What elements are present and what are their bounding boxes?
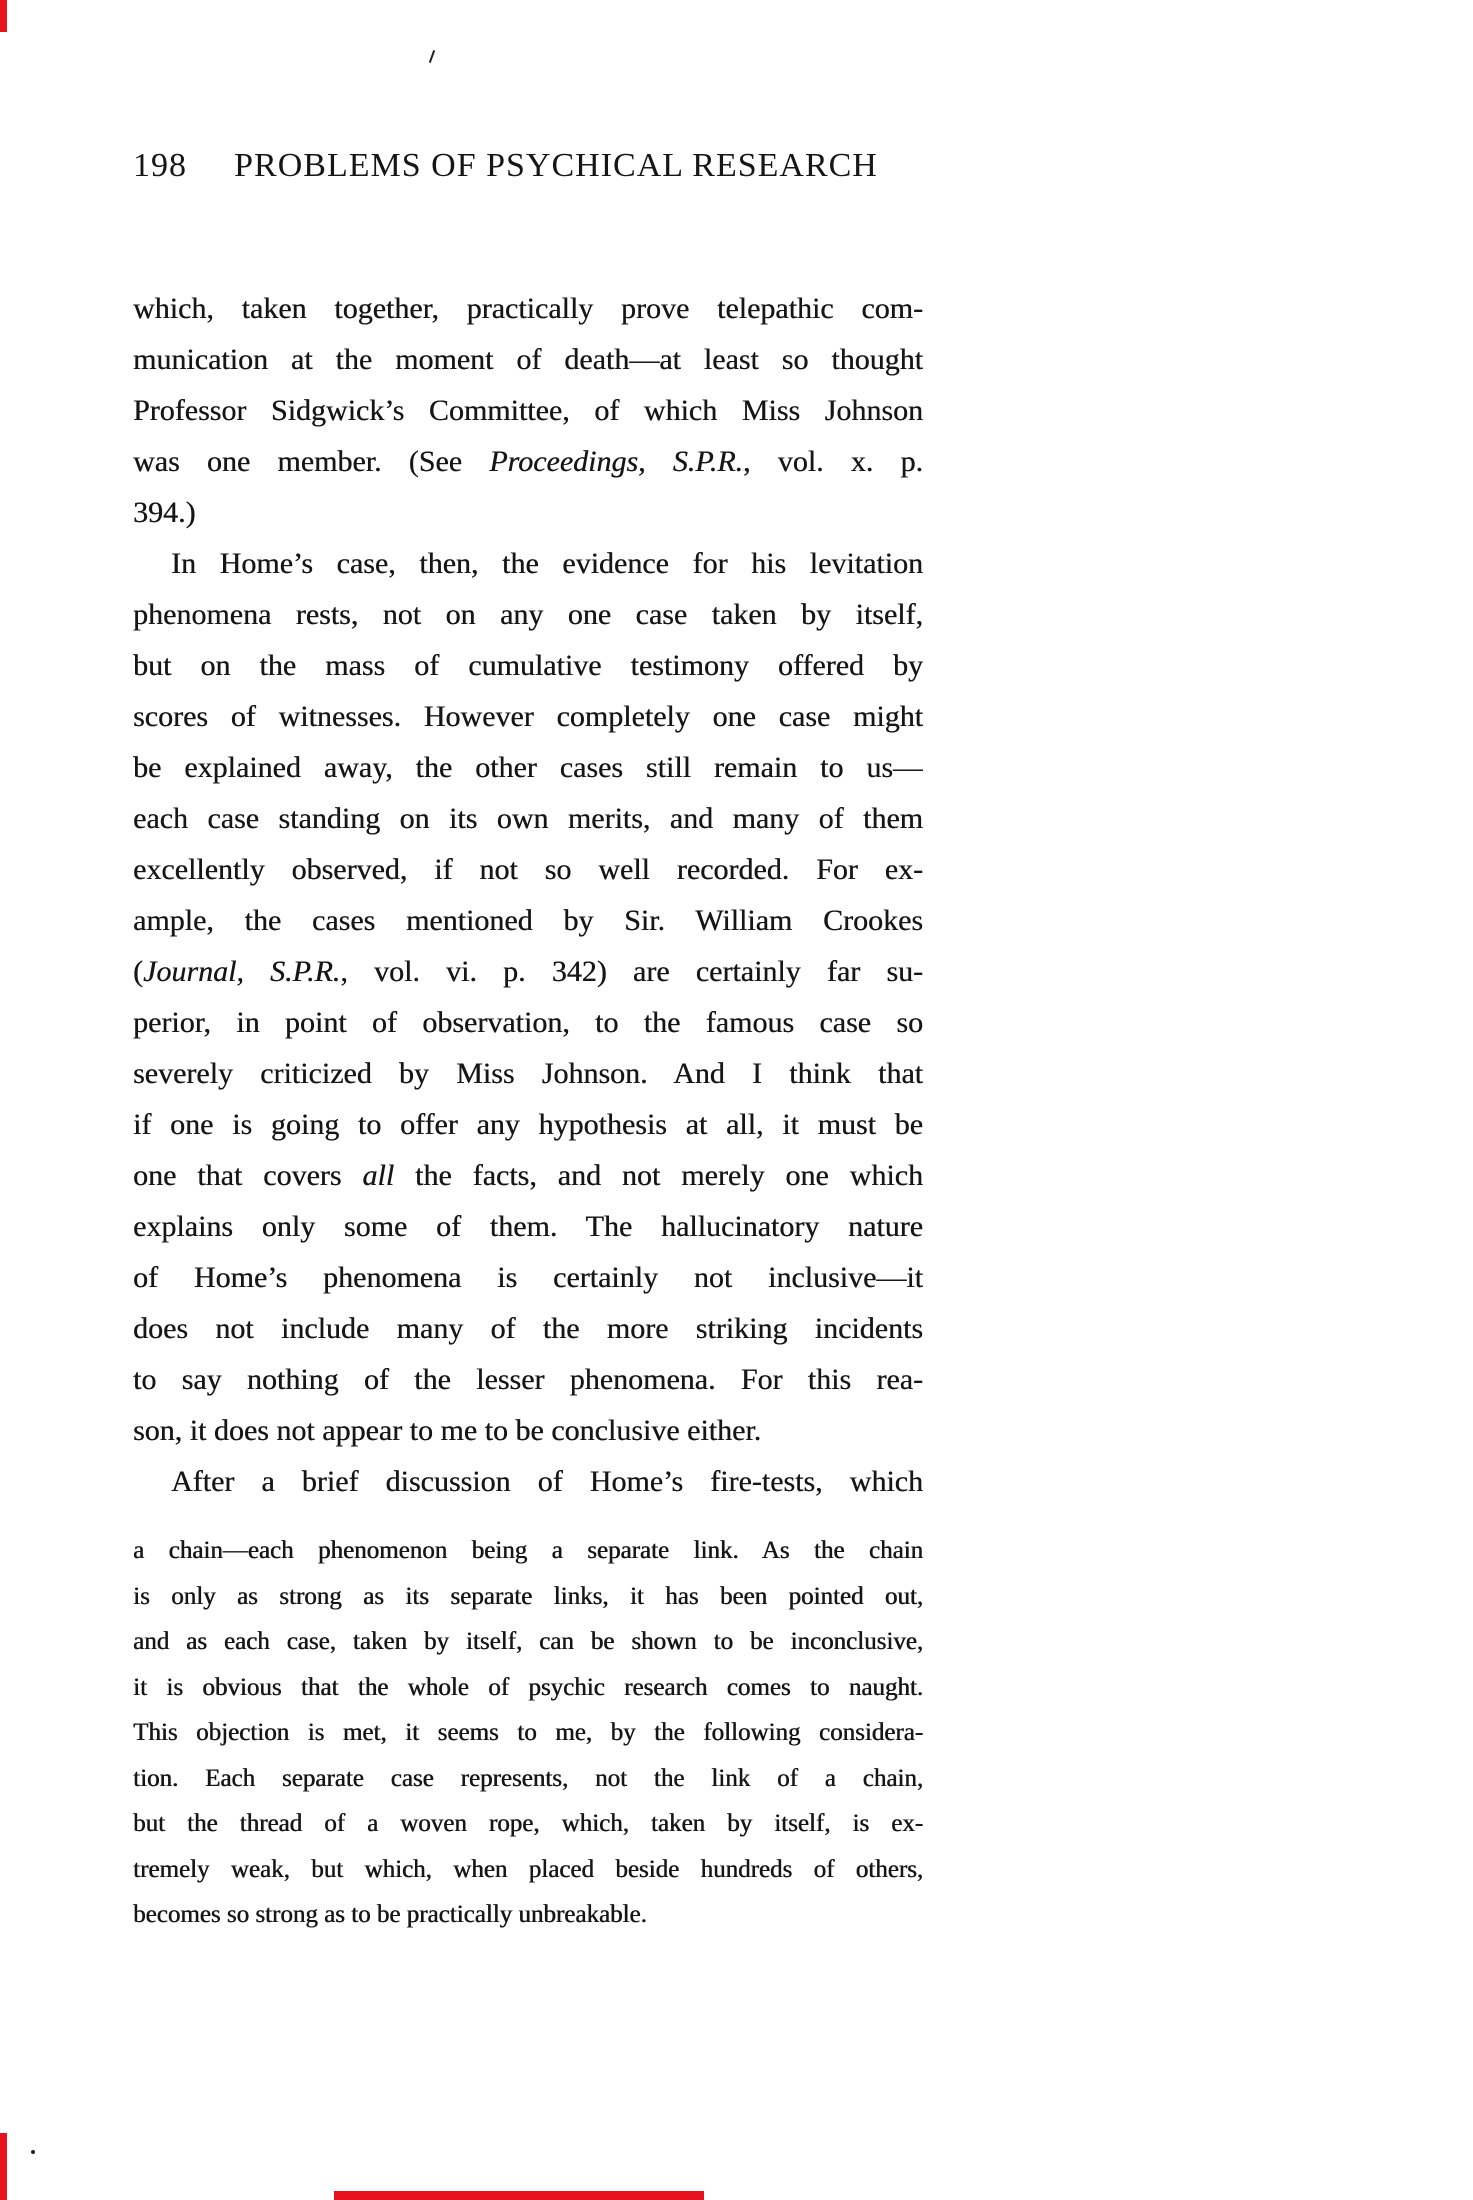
text-segment: and as each case, taken by itself, can be shown to be inconclusive, xyxy=(133,1628,923,1655)
text-segment: phenomena rests, not on any one case taken by itself, xyxy=(133,598,923,631)
text-segment: becomes so strong as to be practically unbreakable. xyxy=(133,1901,647,1928)
text-segment: munication at the moment of death—at least so thought xyxy=(133,343,923,376)
text-line xyxy=(133,283,923,334)
text-line xyxy=(133,1048,923,1099)
text-segment: each case standing on its own merits, and many of them xyxy=(133,802,923,835)
text-line xyxy=(133,1456,923,1507)
text-line xyxy=(133,1201,923,1252)
text-segment: After a brief discussion of Home’s fire-tests, which xyxy=(171,1465,923,1498)
text-segment: , vol. vi. p. 342) are certainly far su- xyxy=(340,955,923,988)
italic-text-segment: all xyxy=(362,1159,395,1192)
text-segment: but the thread of a woven rope, which, taken by itself, is ex- xyxy=(133,1810,923,1837)
text-line xyxy=(133,1619,923,1665)
italic-text-segment: Journal, S.P.R. xyxy=(143,955,341,988)
text-segment: to say nothing of the lesser phenomena. For this rea- xyxy=(133,1363,923,1396)
text-line xyxy=(133,1710,923,1756)
text-line xyxy=(133,436,923,487)
text-line xyxy=(133,793,923,844)
text-segment: ample, the cases mentioned by Sir. William Crookes xyxy=(133,904,923,937)
text-segment: was one member. (See xyxy=(133,445,490,478)
text-line xyxy=(133,1354,923,1405)
body-text xyxy=(133,283,923,1507)
text-segment: severely criticized by Miss Johnson. And I think that xyxy=(133,1057,923,1090)
scan-edge-artifact-top-left xyxy=(0,0,7,32)
text-line xyxy=(133,538,923,589)
text-line xyxy=(133,1892,923,1938)
text-line xyxy=(133,844,923,895)
text-line xyxy=(133,742,923,793)
text-line xyxy=(133,1801,923,1847)
text-line xyxy=(133,1303,923,1354)
text-segment: This objection is met, it seems to me, by the following considera- xyxy=(133,1719,923,1746)
text-segment: one that covers xyxy=(133,1159,363,1192)
text-segment: does not include many of the more striking incidents xyxy=(133,1312,923,1345)
text-segment: ( xyxy=(133,955,143,988)
text-segment: be explained away, the other cases still remain to us— xyxy=(133,751,923,784)
text-line xyxy=(133,1665,923,1711)
text-line xyxy=(133,946,923,997)
page-number: 198 xyxy=(133,147,187,184)
text-segment: it is obvious that the whole of psychic research comes to naught. xyxy=(133,1673,923,1701)
text-segment: excellently observed, if not so well recorded. For ex- xyxy=(133,853,923,886)
text-segment: scores of witnesses. However completely one case might xyxy=(133,700,923,733)
page-title: PROBLEMS OF PSYCHICAL RESEARCH xyxy=(234,147,878,184)
text-line xyxy=(133,385,923,436)
page-header xyxy=(133,146,923,190)
text-segment: 394.) xyxy=(133,496,196,529)
text-line xyxy=(133,1847,923,1893)
text-segment: but on the mass of cumulative testimony offered by xyxy=(133,649,923,682)
text-segment: son, it does not appear to me to be conclusive either. xyxy=(133,1414,762,1447)
text-segment: tion. Each separate case represents, not the link of a chain, xyxy=(133,1764,923,1792)
text-line xyxy=(133,589,923,640)
text-line xyxy=(133,640,923,691)
text-segment: of Home’s phenomena is certainly not inclusive—it xyxy=(133,1261,923,1294)
text-line xyxy=(133,895,923,946)
text-line xyxy=(133,997,923,1048)
text-segment: tremely weak, but which, when placed beside hundreds of others, xyxy=(133,1855,923,1883)
text-line xyxy=(133,1756,923,1802)
text-segment: which, taken together, practically prove telepathic com- xyxy=(133,292,923,325)
text-segment: is only as strong as its separate links, it has been pointed out, xyxy=(133,1582,923,1610)
text-segment: a chain—each phenomenon being a separate link. As the chain xyxy=(133,1537,923,1564)
text-line xyxy=(133,1574,923,1620)
footnote-text xyxy=(133,1528,923,1938)
scan-edge-artifact-bottom-left xyxy=(0,2133,7,2200)
italic-text-segment: Proceedings, S.P.R. xyxy=(489,445,744,478)
text-line xyxy=(133,1528,923,1574)
text-line xyxy=(133,1099,923,1150)
text-segment: the facts, and not merely one which xyxy=(394,1159,923,1192)
text-segment: explains only some of them. The hallucinatory nature xyxy=(133,1210,923,1243)
text-segment: perior, in point of observation, to the famous case so xyxy=(133,1006,923,1039)
scan-speck xyxy=(31,2150,35,2154)
text-segment: , vol. x. p. xyxy=(743,445,923,478)
text-segment: In Home’s case, then, the evidence for his levitation xyxy=(171,547,923,580)
text-line xyxy=(133,334,923,385)
text-segment: Professor Sidgwick’s Committee, of which Miss Johnson xyxy=(133,394,923,427)
scan-speck xyxy=(429,50,435,63)
text-line xyxy=(133,691,923,742)
text-line xyxy=(133,1405,923,1456)
text-line xyxy=(133,1252,923,1303)
scan-edge-artifact-bottom xyxy=(334,2191,704,2200)
text-line xyxy=(133,1150,923,1201)
text-segment: if one is going to offer any hypothesis at all, it must be xyxy=(133,1108,923,1141)
text-line xyxy=(133,487,923,538)
